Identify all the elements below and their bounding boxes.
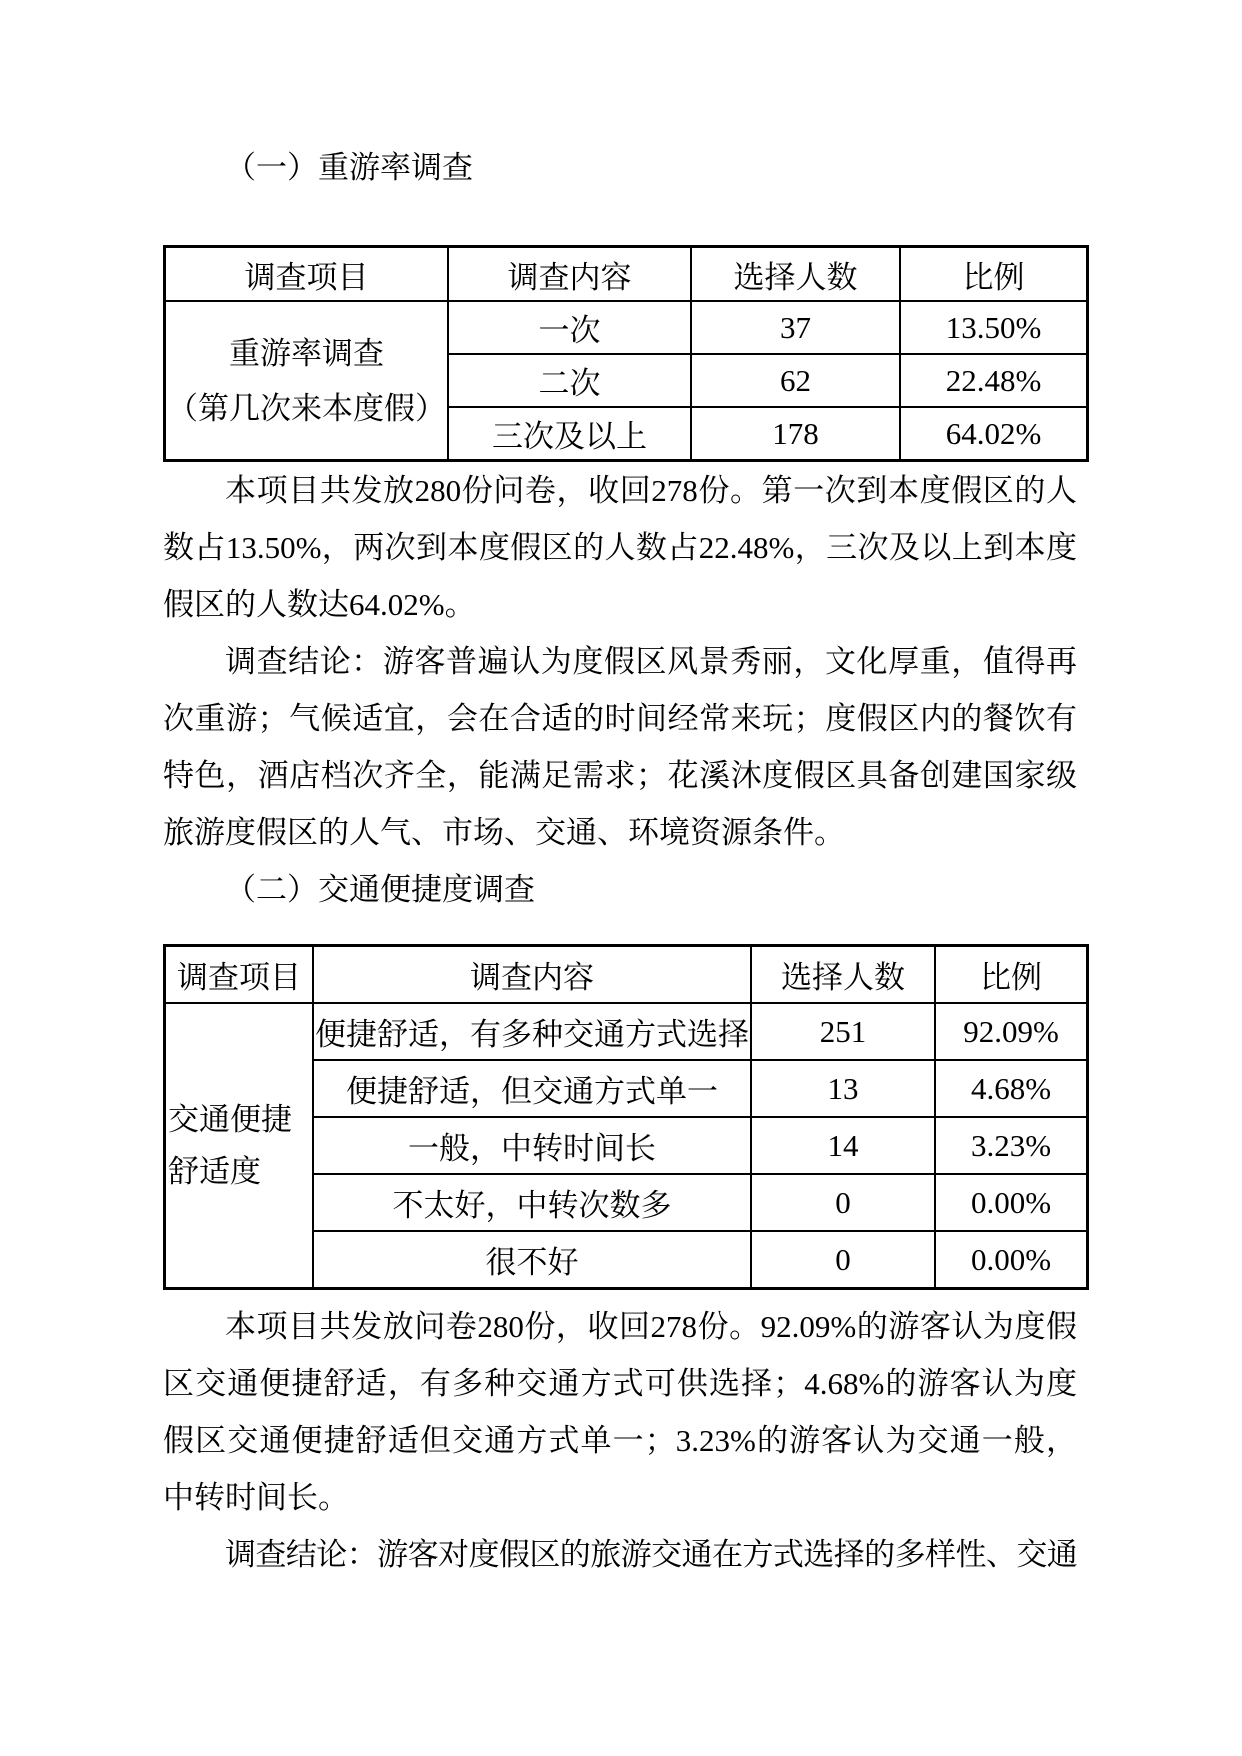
cell-count: 0 — [751, 1174, 935, 1231]
section1-result-paragraph: 本项目共发放280份问卷，收回278份。第一次到本度假区的人数占13.50%，两次到本度假区的人数占22.48%，三次及以上到本度假区的人数达64.02%。 — [163, 473, 1077, 622]
cell-content: 便捷舒适，有多种交通方式选择 — [313, 1003, 751, 1060]
header-cell-item: 调查项目 — [165, 247, 449, 302]
cell-count: 251 — [751, 1003, 935, 1060]
header-cell-count: 选择人数 — [751, 946, 935, 1004]
table-row — [165, 1003, 1088, 1060]
section2-conclusion-paragraph-partial: 调查结论：游客对度假区的旅游交通在方式选择的多样性、交通 — [225, 1537, 1077, 1572]
cell-content: 一般，中转时间长 — [313, 1117, 751, 1174]
cell-ratio: 0.00% — [935, 1174, 1088, 1231]
merged-row-label-cell — [165, 1003, 314, 1289]
cell-content: 一次 — [448, 301, 691, 354]
row-label-line: （第几次来本度假） — [167, 390, 446, 426]
cell-count: 62 — [691, 354, 900, 407]
header-cell-content: 调查内容 — [313, 946, 751, 1004]
cell-count: 37 — [691, 301, 900, 354]
merged-row-label-cell — [165, 301, 449, 461]
cell-ratio: 4.68% — [935, 1060, 1088, 1117]
cell-count: 14 — [751, 1117, 935, 1174]
section1-heading: （一）重游率调查 — [225, 150, 473, 185]
cell-content: 三次及以上 — [448, 407, 691, 461]
section1-conclusion-paragraph: 调查结论：游客普遍认为度假区风景秀丽，文化厚重，值得再次重游；气候适宜，会在合适的时间经常来玩；度假区内的餐饮有特色，酒店档次齐全，能满足需求；花溪沐度假区具备创建国家级旅游度假区的人气、市场、交通、环境资源条件。 — [163, 644, 1077, 850]
cell-count: 0 — [751, 1231, 935, 1289]
row-label-line: 重游率调查 — [229, 335, 384, 371]
row-label-line: 舒适度 — [168, 1153, 261, 1189]
document-content — [163, 139, 1077, 1583]
cell-content: 不太好，中转次数多 — [313, 1174, 751, 1231]
header-cell-item: 调查项目 — [165, 946, 314, 1004]
table-row — [165, 301, 1088, 354]
table-header-row — [165, 247, 1088, 302]
cell-ratio: 92.09% — [935, 1003, 1088, 1060]
cell-ratio: 64.02% — [900, 407, 1088, 461]
cell-ratio: 0.00% — [935, 1231, 1088, 1289]
header-cell-ratio: 比例 — [935, 946, 1088, 1004]
table-header-row — [165, 946, 1088, 1004]
cell-count: 178 — [691, 407, 900, 461]
cell-content: 很不好 — [313, 1231, 751, 1289]
header-cell-ratio: 比例 — [900, 247, 1088, 302]
cell-ratio: 13.50% — [900, 301, 1088, 354]
header-cell-content: 调查内容 — [448, 247, 691, 302]
cell-content: 便捷舒适，但交通方式单一 — [313, 1060, 751, 1117]
cell-content: 二次 — [448, 354, 691, 407]
cell-count: 13 — [751, 1060, 935, 1117]
section2-heading: （二）交通便捷度调查 — [225, 872, 535, 907]
traffic-convenience-table — [163, 944, 1089, 1290]
row-label-line: 交通便捷 — [168, 1101, 292, 1137]
section2-result-paragraph: 本项目共发放问卷280份，收回278份。92.09%的游客认为度假区交通便捷舒适，有多种交通方式可供选择；4.68%的游客认为度假区交通便捷舒适但交通方式单一；3.23%的游客认为交通一般，中转时间长。 — [163, 1309, 1077, 1515]
header-cell-count: 选择人数 — [691, 247, 900, 302]
cell-ratio: 3.23% — [935, 1117, 1088, 1174]
cell-ratio: 22.48% — [900, 354, 1088, 407]
revisit-rate-table — [163, 245, 1089, 462]
